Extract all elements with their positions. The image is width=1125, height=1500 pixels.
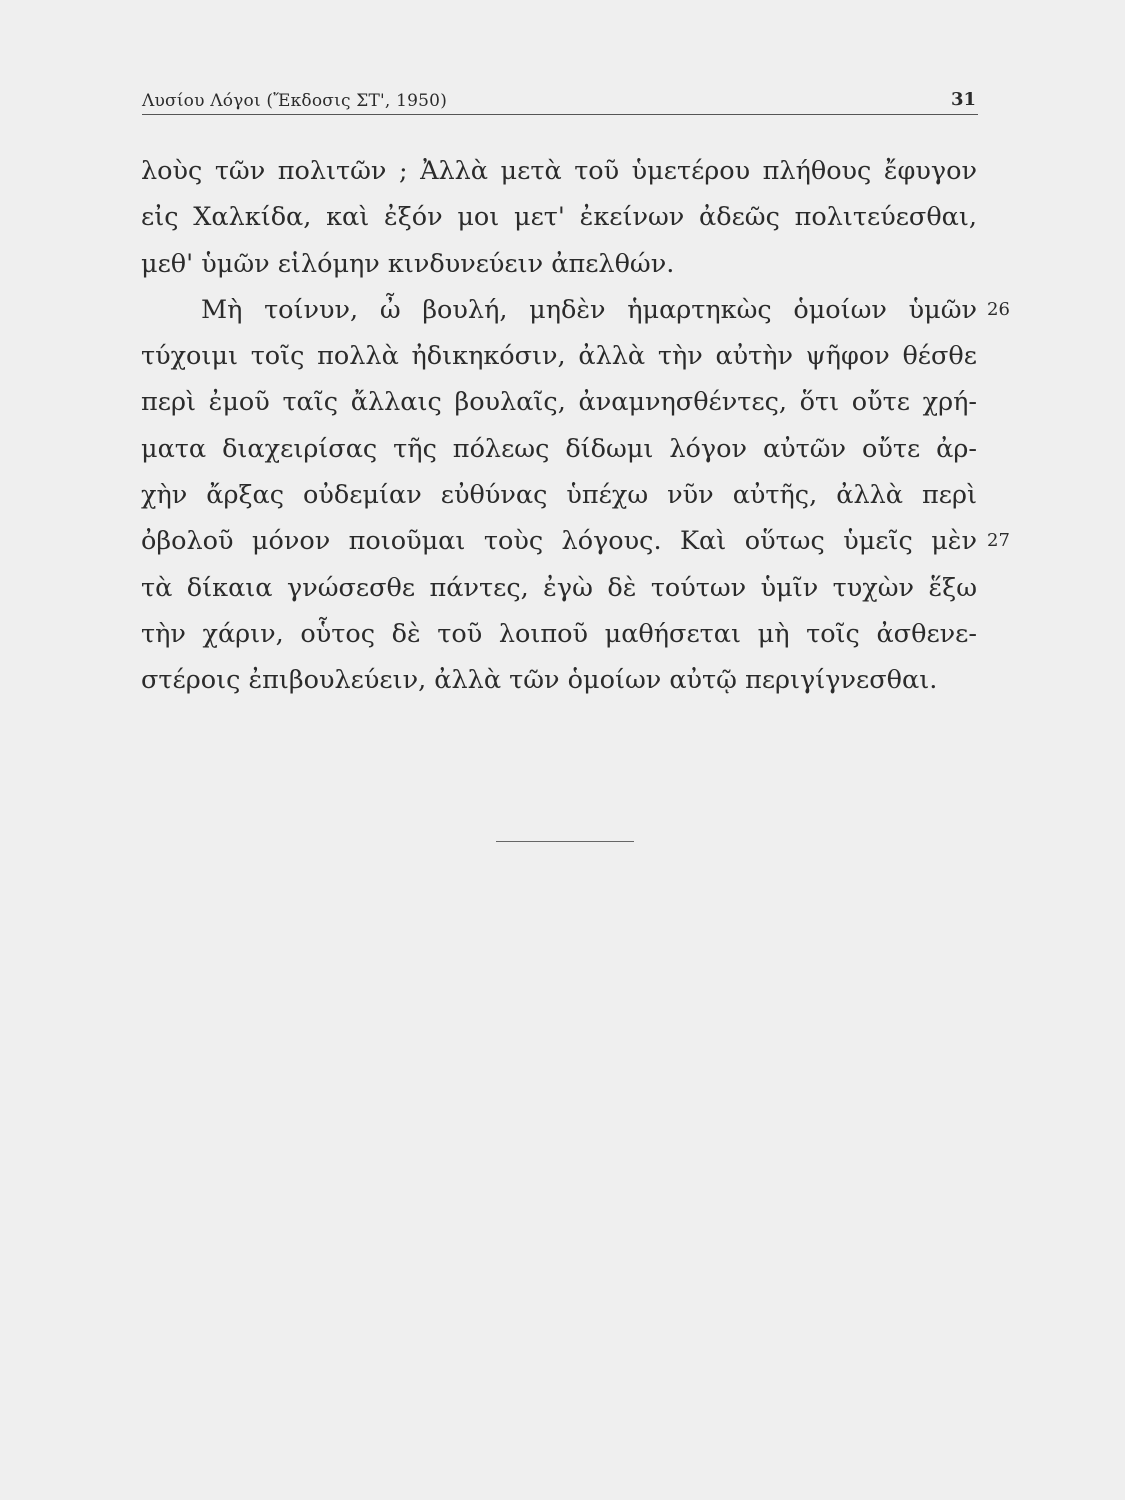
text-line: τύχοιμι τοῖς πολλὰ ἠδικηκόσιν, ἀλλὰ τὴν αὐτὴν ψῆφον θέσθε: [141, 341, 977, 372]
text-line: ματα διαχειρίσας τῆς πόλεως δίδωμι λόγον αὐτῶν οὔτε ἀρ-: [141, 433, 977, 464]
text-line: μεθ' ὑμῶν εἱλόμην κινδυνεύειν ἀπελθών.: [141, 248, 675, 279]
text-line: τὴν χάριν, οὗτος δὲ τοῦ λοιποῦ μαθήσεται μὴ τοῖς ἀσθενε-: [141, 618, 977, 649]
page-header: [142, 88, 978, 115]
text-line: Μὴ τοίνυν, ὦ βουλή, μηδὲν ἡμαρτηκὼς ὁμοίων ὑμῶν 26: [141, 287, 977, 333]
text-line: εἰς Χαλκίδα, καὶ ἐξόν μοι μετ' ἐκείνων ἀδεῶς πολιτεύεσθαι,: [141, 202, 977, 233]
text-line: χὴν ἄρξας οὐδεμίαν εὐθύνας ὑπέχω νῦν αὐτῆς, ἀλλὰ περὶ: [141, 480, 977, 511]
section-number-26: 26: [987, 298, 1010, 320]
page-number: 31: [950, 89, 976, 110]
text-line: στέροις ἐπιβουλεύειν, ἀλλὰ τῶν ὁμοίων αὐτῷ περιγίγνεσθαι.: [141, 665, 938, 696]
text-line: περὶ ἐμοῦ ταῖς ἄλλαις βουλαῖς, ἀναμνησθέντες, ὅτι οὔτε χρή-: [141, 387, 977, 418]
text-line: τὰ δίκαια γνώσεσθε πάντες, ἐγὼ δὲ τούτων ὑμῖν τυχὼν ἕξω: [141, 572, 977, 603]
running-title: Λυσίου Λόγοι (Ἔκδοσις ΣΤ', 1950): [142, 91, 448, 111]
text-line: ὀβολοῦ μόνον ποιοῦμαι τοὺς λόγους. Καὶ οὕτως ὑμεῖς μὲν 27: [141, 518, 977, 564]
body-text: [141, 148, 1010, 704]
end-rule: [496, 841, 634, 842]
section-number-27: 27: [987, 530, 1010, 552]
text-line: λοὺς τῶν πολιτῶν ; Ἀλλὰ μετὰ τοῦ ὑμετέρου πλήθους ἔφυγον: [141, 156, 977, 186]
